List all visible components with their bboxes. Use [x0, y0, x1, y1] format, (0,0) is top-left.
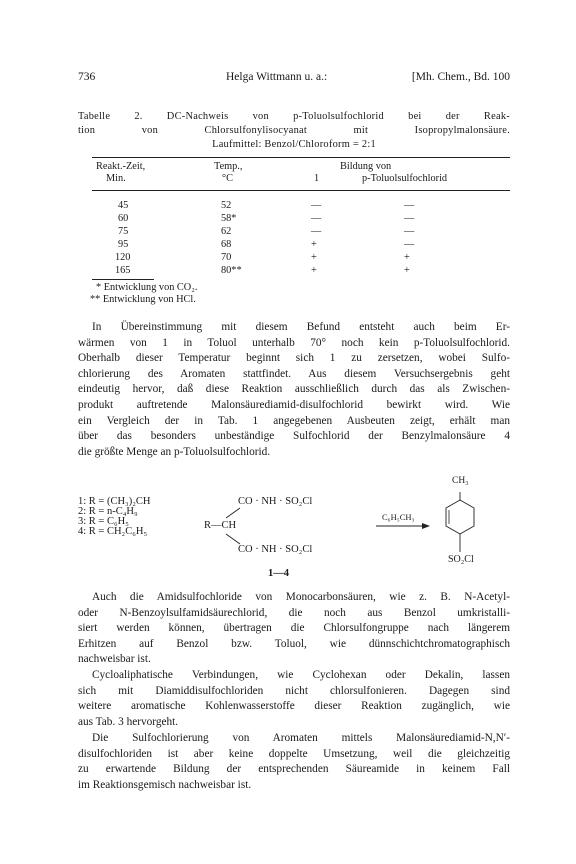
text-line: Die Sulfochlorierung von Aromaten mittels Malonsäurediamid-N,N′-: [92, 732, 510, 744]
footnote-hcl: ** Entwicklung von HCl.: [90, 294, 196, 305]
reaction-arrow-head: [422, 523, 430, 529]
paragraph-4: [78, 731, 510, 793]
text-line: weitere aromatische Kohlenwasserstoffe dieser Reaktion zugänglich, wie: [78, 700, 510, 713]
cell-temp: 68: [221, 239, 232, 250]
paragraph-3: [78, 668, 510, 730]
cell-time: 95: [118, 239, 129, 250]
running-header: [78, 71, 510, 87]
text-line: oder N-Benzoylsulfamidsäurechlorid, die noch aus Benzol umkristalli-: [78, 606, 510, 619]
benzene-ring: [446, 500, 474, 534]
table-caption: [78, 110, 510, 152]
text-line: über das besonders unbeständige Sulfochlorid der Benzylmalonsäure 4: [78, 430, 510, 443]
methyl-label: CH₃: [452, 476, 469, 486]
cell-time: 45: [118, 200, 129, 211]
header-journal: [Mh. Chem., Bd. 100: [411, 71, 510, 83]
header-col-tosyl: p-Toluolsulfochlorid: [362, 173, 448, 184]
text-line: zu erwartende Bildung der entsprechenden Säureamide in keinem Fall: [78, 763, 510, 776]
substituent-3: 3: R = C₆H₅: [78, 516, 129, 527]
cell-formation-1: +: [311, 252, 317, 263]
text-line: Oberhalb dieser Temperatur beginnt sich 1 zu zersetzen, wobei Sulfo-: [78, 352, 510, 365]
cell-formation-tosyl: —: [404, 239, 415, 250]
cell-temp: 80**: [221, 265, 242, 276]
text-line: chlorierung des Aromaten stattfindet. Aus diesem Versuchsergebnis geht: [78, 367, 510, 380]
bond-down: [226, 534, 240, 544]
header-temp: Temp.,: [214, 161, 243, 172]
text-line: disulfochloriden ist aber keine doppelte Umsetzung, weil die gleichzeitig: [78, 747, 510, 760]
cell-formation-1: —: [311, 226, 322, 237]
header-temp-unit: °C: [222, 173, 233, 184]
formula-top-group: CO · NH · SO₂Cl: [238, 496, 313, 507]
cell-time: 165: [115, 265, 131, 276]
text-line: nachweisbar ist.: [78, 653, 151, 666]
text-line: In Übereinstimmung mit diesem Befund entsteht auch beim Er-: [92, 321, 510, 333]
page-number: 736: [78, 71, 96, 83]
substituent-1: 1: R = (CH₃)₂CH: [78, 496, 151, 507]
text-line: sich mit Diamiddisulfochloriden nicht chlorsulfonieren. Dagegen sind: [78, 684, 510, 697]
table-header-rule: [92, 190, 510, 191]
substituent-2: 2: R = n-C₄H₉: [78, 506, 138, 517]
text-line: die größte Menge an p-Toluolsulfochlorid.: [78, 445, 271, 458]
cell-temp: 62: [221, 226, 232, 237]
text-line: siert werden können, übertragen die Chlorsulfongruppe nach längerem: [78, 622, 510, 635]
paragraph-1: [78, 320, 510, 460]
bond-up: [226, 508, 240, 518]
text-line: aus Tab. 3 hervorgeht.: [78, 715, 179, 728]
table-top-rule: [92, 157, 510, 158]
cell-formation-tosyl: —: [404, 200, 415, 211]
caption-line: tion von Chlorsulfonylisocyanat mit Isopropylmalonsäure.: [78, 125, 510, 136]
reagent-label: C₆H₅CH₃: [382, 512, 415, 522]
substituent-4: 4: R = CH₂C₆H₅: [78, 526, 148, 537]
cell-formation-tosyl: +: [404, 252, 410, 263]
text-line: im Reaktionsgemisch nachweisbar ist.: [78, 778, 252, 791]
text-line: ein Vergleich der in Tab. 1 angegebenen Ausbeuten zeigt, erhält man: [78, 414, 510, 427]
reaction-scheme: [78, 468, 518, 588]
cell-formation-tosyl: —: [404, 226, 415, 237]
sulfonyl-chloride-label: SO₂Cl: [448, 554, 474, 565]
text-line: Auch die Amidsulfochloride von Monocarbonsäuren, wie z. B. N-Acetyl-: [92, 591, 510, 603]
header-group: Bildung von: [340, 161, 392, 172]
text-line: wärmen von 1 in Toluol unterhalb 70° noch kein p-Toluolsulfochlorid.: [78, 336, 510, 349]
cell-formation-1: +: [311, 239, 317, 250]
cell-time: 60: [118, 213, 129, 224]
header-col-1: 1: [314, 173, 320, 184]
cell-temp: 70: [221, 252, 232, 263]
text-line: Cycloaliphatische Verbindungen, wie Cyclohexan oder Dekalin, lassen: [92, 669, 510, 681]
header-time: Reakt.-Zeit,: [96, 161, 146, 172]
header-authors: Helga Wittmann u. a.:: [226, 71, 328, 83]
caption-line: Laufmittel: Benzol/Chloroform = 2:1: [212, 139, 376, 150]
text-line: eindeutig hervor, daß diese Reaktion ausschließlich durch das als Zwischen-: [78, 383, 510, 396]
cell-formation-1: —: [311, 213, 322, 224]
cell-time: 75: [118, 226, 129, 237]
cell-formation-1: +: [311, 265, 317, 276]
cell-formation-tosyl: +: [404, 265, 410, 276]
text-line: produkt auftretende Malonsäurediamid-disulfochlorid bewirkt wird. Wie: [78, 398, 510, 411]
formula-bottom-group: CO · NH · SO₂Cl: [238, 544, 313, 555]
caption-line: Tabelle 2. DC-Nachweis von p-Toluolsulfochlorid bei der Reak-: [78, 111, 510, 122]
cell-temp: 52: [221, 200, 232, 211]
footnote-rule: [92, 279, 154, 280]
header-time-unit: Min.: [106, 173, 126, 184]
footnote-co2: * Entwicklung von CO₂.: [96, 282, 198, 293]
cell-formation-1: —: [311, 200, 322, 211]
cell-formation-tosyl: —: [404, 213, 415, 224]
data-table: [78, 157, 510, 279]
text-line: Erhitzen auf Benzol bzw. Toluol, wie dünnschichtchromatographisch: [78, 637, 510, 650]
formula-center: R—CH: [204, 520, 237, 531]
compound-label: 1—4: [268, 568, 289, 579]
cell-time: 120: [115, 252, 131, 263]
paragraph-2: [78, 590, 510, 668]
cell-temp: 58*: [221, 213, 237, 224]
